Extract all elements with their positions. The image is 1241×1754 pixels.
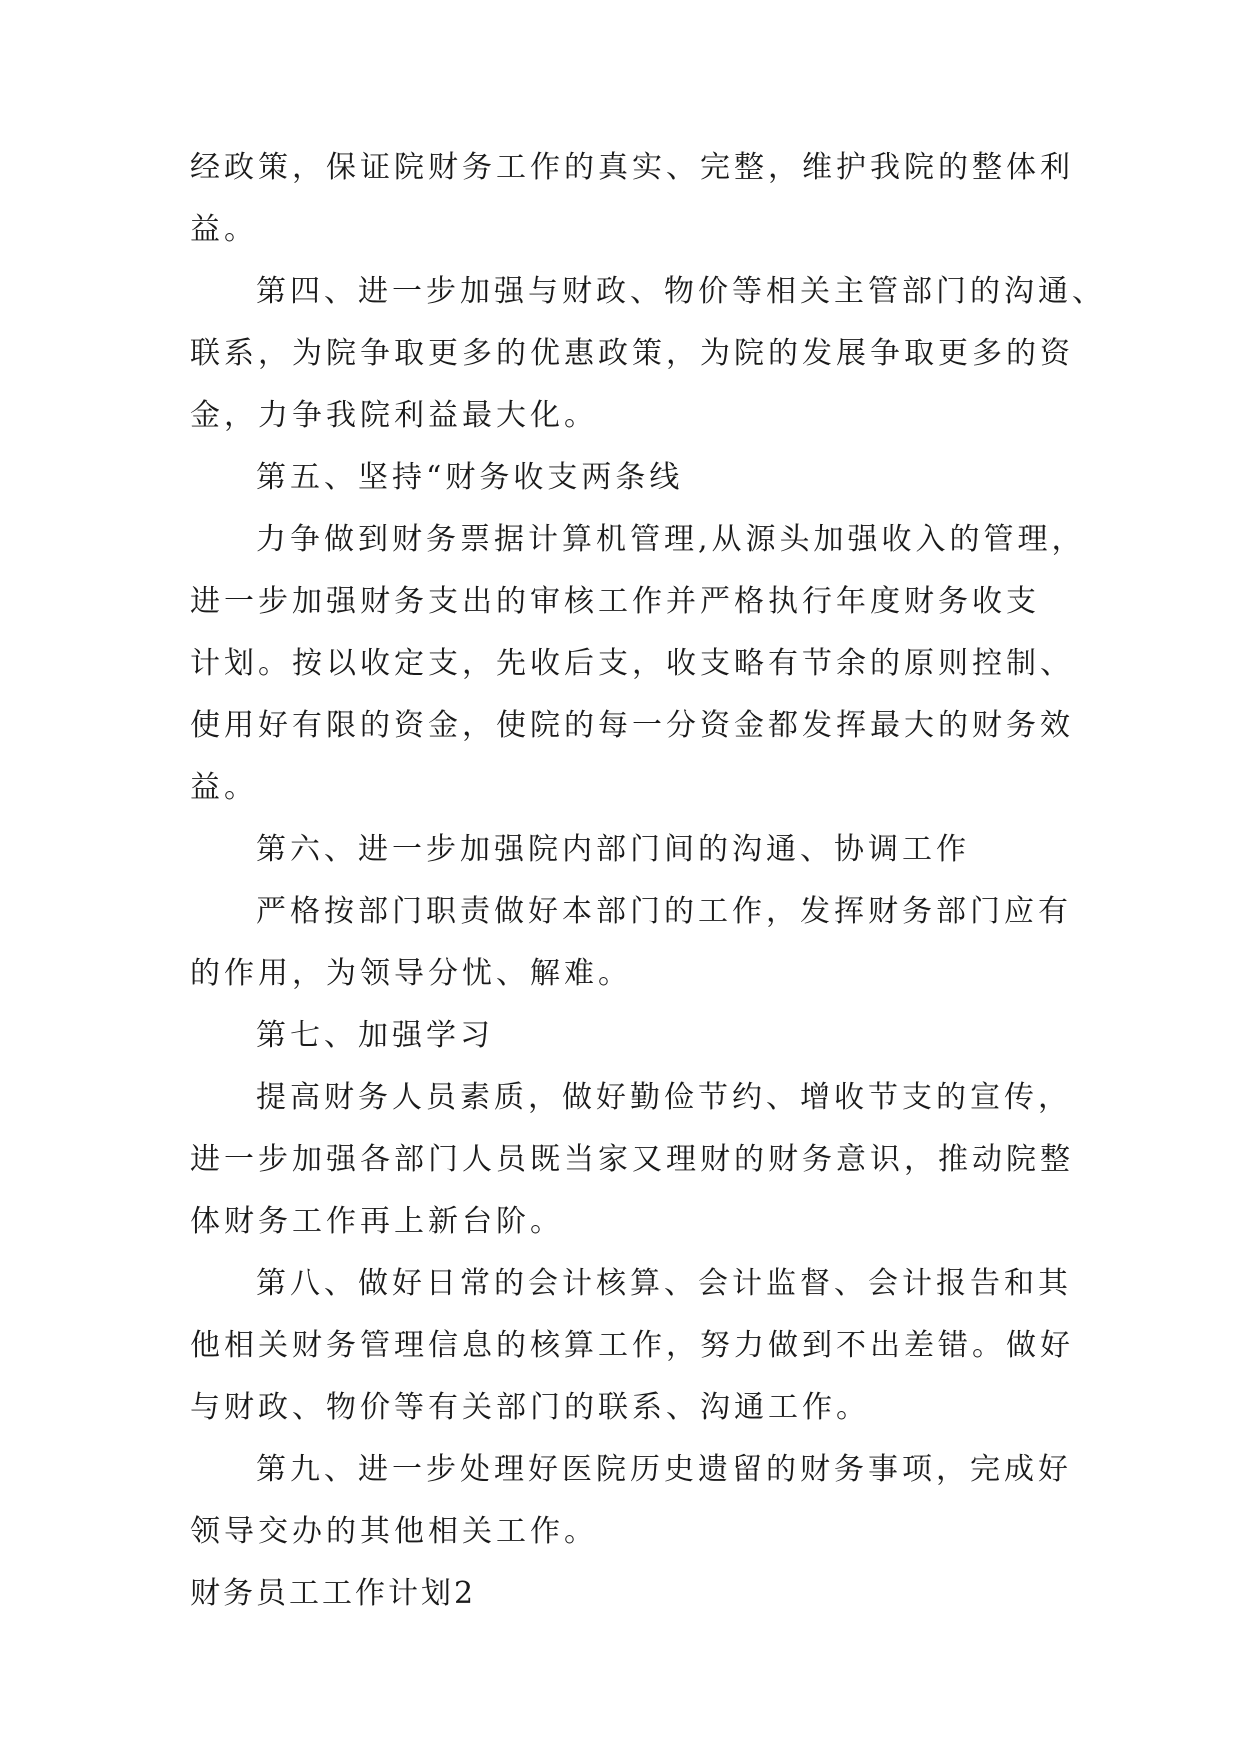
paragraph-line: 与财政、物价等有关部门的联系、沟通工作。 <box>190 1390 870 1425</box>
paragraph-line: 益。 <box>190 770 258 805</box>
paragraph-line: 益。 <box>190 212 258 247</box>
section-heading: 第五、坚持“财务收支两条线 <box>256 460 684 495</box>
paragraph-line: 计划。按以收定支，先收后支，收支略有节余的原则控制、 <box>190 646 1074 681</box>
paragraph-line: 经政策，保证院财务工作的真实、完整，维护我院的整体利 <box>190 150 1074 185</box>
paragraph-line: 联系，为院争取更多的优惠政策，为院的发展争取更多的资 <box>190 336 1074 371</box>
paragraph-line: 的作用，为领导分忧、解难。 <box>190 956 632 991</box>
paragraph-line: 第九、进一步处理好医院历史遗留的财务事项，完成好 <box>256 1452 1072 1487</box>
paragraph-line: 力争做到财务票据计算机管理,从源头加强收入的管理， <box>256 522 1086 557</box>
document-body <box>190 150 1106 1638</box>
paragraph-line: 领导交办的其他相关工作。 <box>190 1514 598 1549</box>
paragraph-line: 第四、进一步加强与财政、物价等相关主管部门的沟通、 <box>256 274 1106 309</box>
paragraph-line: 金，力争我院利益最大化。 <box>190 398 598 433</box>
paragraph-line: 进一步加强财务支出的审核工作并严格执行年度财务收支 <box>190 584 1040 619</box>
paragraph-line: 进一步加强各部门人员既当家又理财的财务意识，推动院整 <box>190 1142 1074 1177</box>
paragraph-line: 他相关财务管理信息的核算工作，努力做到不出差错。做好 <box>190 1328 1074 1363</box>
paragraph-line: 严格按部门职责做好本部门的工作，发挥财务部门应有 <box>256 894 1072 929</box>
section-heading: 第七、加强学习 <box>256 1018 494 1053</box>
paragraph-line: 提高财务人员素质，做好勤俭节约、增收节支的宣传， <box>256 1080 1072 1115</box>
section-heading: 第六、进一步加强院内部门间的沟通、协调工作 <box>256 832 970 867</box>
document-section-title: 财务员工工作计划2 <box>190 1576 477 1611</box>
paragraph-line: 使用好有限的资金，使院的每一分资金都发挥最大的财务效 <box>190 708 1074 743</box>
paragraph-line: 体财务工作再上新台阶。 <box>190 1204 564 1239</box>
paragraph-line: 第八、做好日常的会计核算、会计监督、会计报告和其 <box>256 1266 1072 1301</box>
